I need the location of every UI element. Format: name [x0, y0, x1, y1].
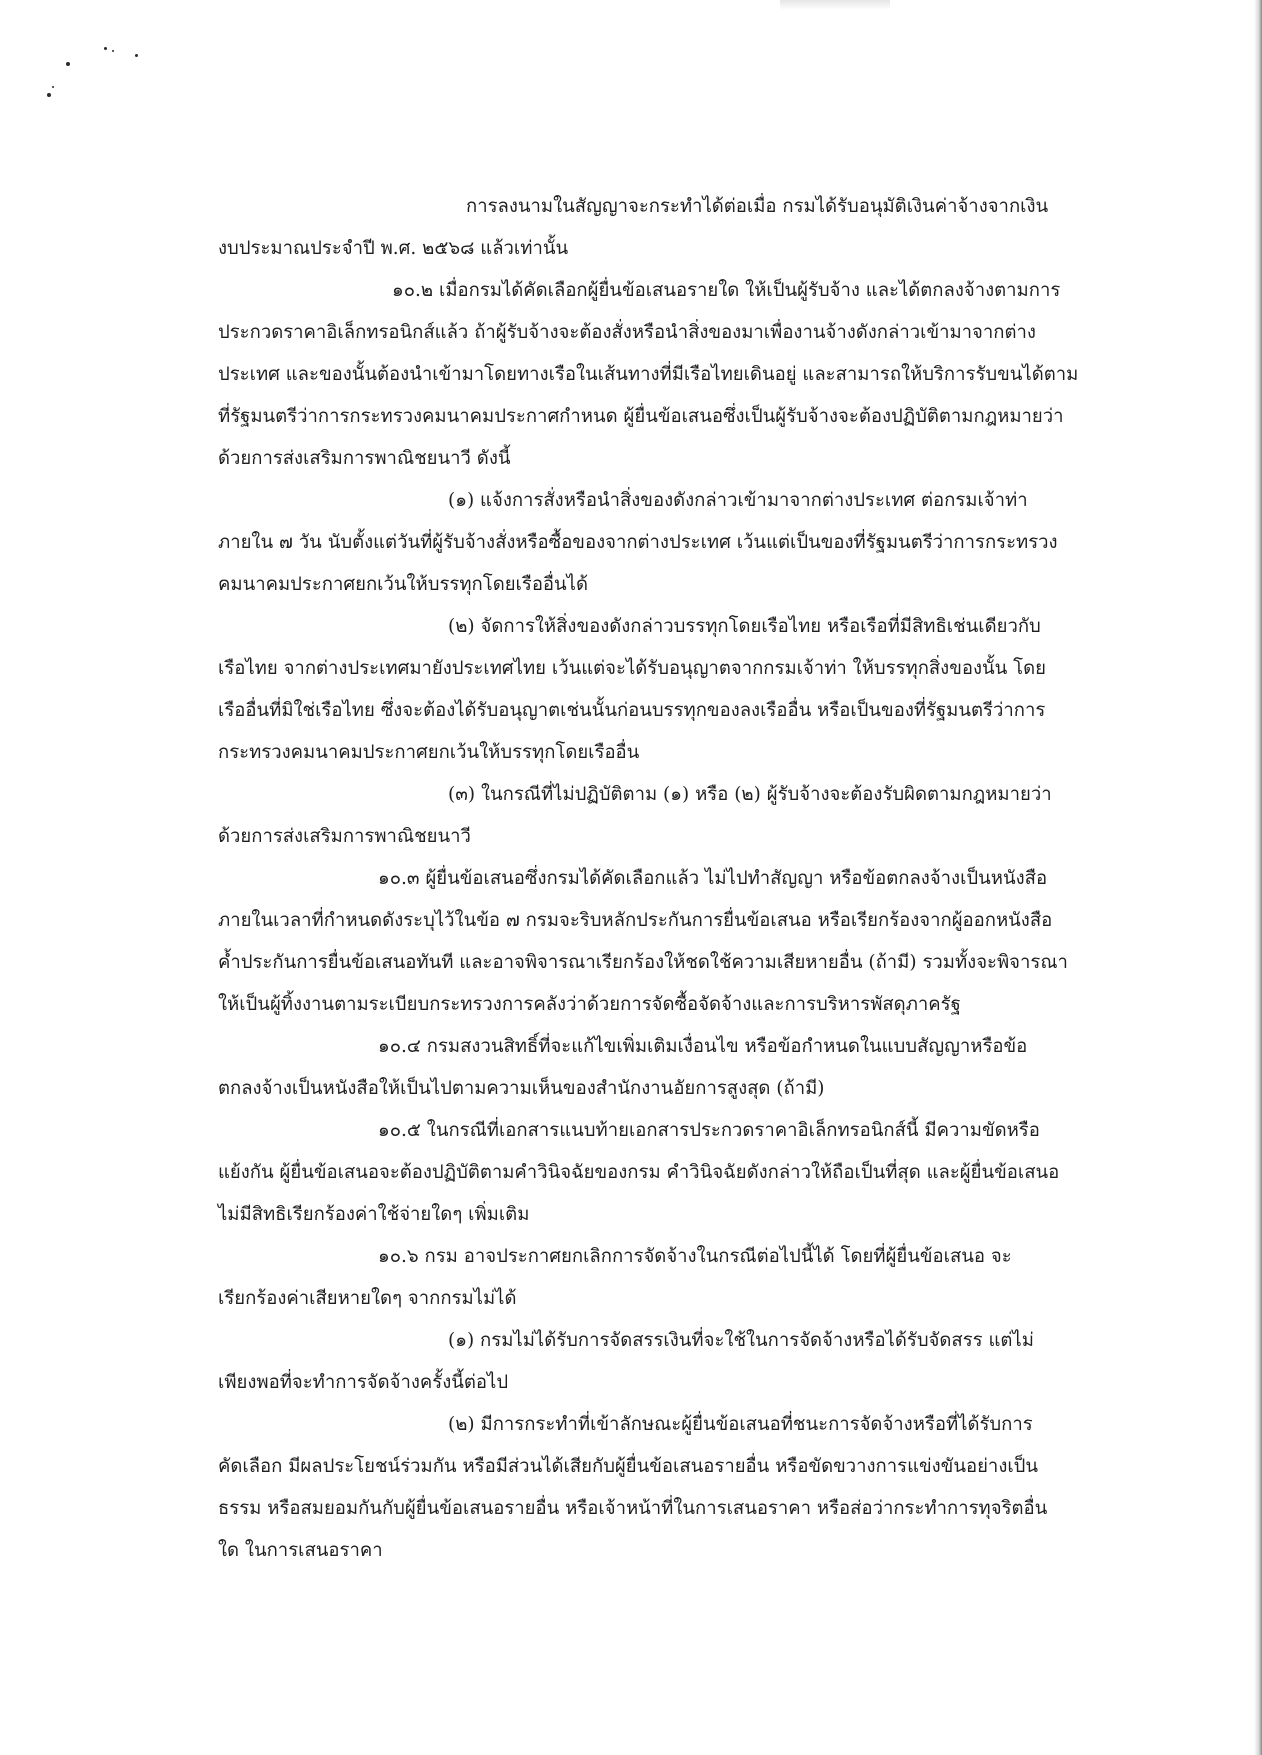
document-line: ไม่มีสิทธิเรียกร้องค่าใช้จ่ายใดๆ เพิ่มเติม: [218, 1204, 530, 1225]
scan-speck: [66, 62, 70, 66]
document-line: (๑) แจ้งการสั่งหรือนำสิ่งของดังกล่าวเข้ามาจากต่างประเทศ ต่อกรมเจ้าท่า: [448, 490, 1028, 511]
document-line: ที่รัฐมนตรีว่าการกระทรวงคมนาคมประกาศกำหนด ผู้ยื่นข้อเสนอซึ่งเป็นผู้รับจ้างจะต้องปฏิบัติตามกฎหมายว่า: [218, 406, 1064, 427]
document-line: ตกลงจ้างเป็นหนังสือให้เป็นไปตามความเห็นของสำนักงานอัยการสูงสุด (ถ้ามี): [218, 1078, 825, 1099]
document-line: ๑๐.๔ กรมสงวนสิทธิ์ที่จะแก้ไขเพิ่มเติมเงื่อนไข หรือข้อกำหนดในแบบสัญญาหรือข้อ: [378, 1036, 1028, 1057]
document-line: ๑๐.๖ กรม อาจประกาศยกเลิกการจัดจ้างในกรณีต่อไปนี้ได้ โดยที่ผู้ยื่นข้อเสนอ จะ: [378, 1246, 1012, 1267]
document-body: [218, 186, 1100, 1572]
document-line: คมนาคมประกาศยกเว้นให้บรรทุกโดยเรืออื่นได้: [218, 574, 588, 595]
scan-speck: [52, 86, 54, 88]
document-line: ค้ำประกันการยื่นข้อเสนอทันที และอาจพิจารณาเรียกร้องให้ชดใช้ความเสียหายอื่น (ถ้ามี) รวมทั้งจะพิจารณา: [218, 952, 1068, 973]
scan-page-edge: [1254, 0, 1262, 1755]
scan-speck: [135, 54, 138, 57]
document-line: เพียงพอที่จะทำการจัดจ้างครั้งนี้ต่อไป: [218, 1372, 509, 1393]
document-line: ภายในเวลาที่กำหนดดังระบุไว้ในข้อ ๗ กรมจะริบหลักประกันการยื่นข้อเสนอ หรือเรียกร้องจากผู้ออกหนังสือ: [218, 910, 1053, 931]
document-line: งบประมาณประจำปี พ.ศ. ๒๕๖๘ แล้วเท่านั้น: [218, 238, 569, 259]
document-line: ให้เป็นผู้ทิ้งงานตามระเบียบกระทรวงการคลังว่าด้วยการจัดซื้อจัดจ้างและการบริหารพัสดุภาครัฐ: [218, 994, 961, 1015]
document-line: เรืออื่นที่มิใช่เรือไทย ซึ่งจะต้องได้รับอนุญาตเช่นนั้นก่อนบรรทุกของลงเรืออื่น หรือเป็นของที่รัฐมนตรีว่าการ: [218, 700, 1046, 721]
document-line: (๓) ในกรณีที่ไม่ปฏิบัติตาม (๑) หรือ (๒) ผู้รับจ้างจะต้องรับผิดตามกฎหมายว่า: [448, 784, 1052, 805]
document-line: ใด ในการเสนอราคา: [218, 1540, 383, 1561]
scan-speck: [112, 50, 114, 52]
document-line: ๑๐.๒ เมื่อกรมได้คัดเลือกผู้ยื่นข้อเสนอรายใด ให้เป็นผู้รับจ้าง และได้ตกลงจ้างตามการ: [392, 280, 1061, 301]
document-line: การลงนามในสัญญาจะกระทำได้ต่อเมื่อ กรมได้รับอนุมัติเงินค่าจ้างจากเงิน: [466, 196, 1049, 217]
document-line: คัดเลือก มีผลประโยชน์ร่วมกัน หรือมีส่วนได้เสียกับผู้ยื่นข้อเสนอรายอื่น หรือขัดขวางการแข่งขันอย่างเป็น: [218, 1456, 1039, 1477]
document-line: ประเทศ และของนั้นต้องนำเข้ามาโดยทางเรือในเส้นทางที่มีเรือไทยเดินอยู่ และสามารถให้บริการรับขนได้ตาม: [218, 364, 1079, 385]
document-line: ด้วยการส่งเสริมการพาณิชยนาวี ดังนี้: [218, 448, 511, 469]
document-line: ธรรม หรือสมยอมกันกับผู้ยื่นข้อเสนอรายอื่น หรือเจ้าหน้าที่ในการเสนอราคา หรือส่อว่ากระทำการทุจริตอื่น: [218, 1498, 1048, 1519]
document-line: ภายใน ๗ วัน นับตั้งแต่วันที่ผู้รับจ้างสั่งหรือซื้อของจากต่างประเทศ เว้นแต่เป็นของที่รัฐมนตรีว่าการกระทรวง: [218, 532, 1058, 553]
document-line: ด้วยการส่งเสริมการพาณิชยนาวี: [218, 826, 471, 847]
document-line: ๑๐.๕ ในกรณีที่เอกสารแนบท้ายเอกสารประกวดราคาอิเล็กทรอนิกส์นี้ มีความขัดหรือ: [378, 1120, 1040, 1141]
document-line: ประกวดราคาอิเล็กทรอนิกส์แล้ว ถ้าผู้รับจ้างจะต้องสั่งหรือนำสิ่งของมาเพื่องานจ้างดังกล่าวเข้ามาจากต่าง: [218, 322, 1036, 343]
document-line: เรือไทย จากต่างประเทศมายังประเทศไทย เว้นแต่จะได้รับอนุญาตจากกรมเจ้าท่า ให้บรรทุกสิ่งของนั้น โดย: [218, 658, 1046, 679]
document-line: กระทรวงคมนาคมประกาศยกเว้นให้บรรทุกโดยเรืออื่น: [218, 742, 640, 763]
scan-speck: [104, 47, 107, 50]
document-line: (๑) กรมไม่ได้รับการจัดสรรเงินที่จะใช้ในการจัดจ้างหรือได้รับจัดสรร แต่ไม่: [448, 1330, 1034, 1351]
document-line: แย้งกัน ผู้ยื่นข้อเสนอจะต้องปฏิบัติตามคำวินิจฉัยของกรม คำวินิจฉัยดังกล่าวให้ถือเป็นที่สุด และผู้ยื่นข้อเสนอ: [218, 1162, 1060, 1183]
document-line: (๒) มีการกระทำที่เข้าลักษณะผู้ยื่นข้อเสนอที่ชนะการจัดจ้างหรือที่ได้รับการ: [448, 1414, 1033, 1435]
document-line: (๒) จัดการให้สิ่งของดังกล่าวบรรทุกโดยเรือไทย หรือเรือที่มีสิทธิเช่นเดียวกับ: [448, 616, 1041, 637]
document-line: เรียกร้องค่าเสียหายใดๆ จากกรมไม่ได้: [218, 1288, 517, 1309]
scan-top-shadow: [780, 0, 890, 10]
scan-speck: [47, 93, 51, 97]
document-line: ๑๐.๓ ผู้ยื่นข้อเสนอซึ่งกรมได้คัดเลือกแล้ว ไม่ไปทำสัญญา หรือข้อตกลงจ้างเป็นหนังสือ: [378, 868, 1048, 889]
